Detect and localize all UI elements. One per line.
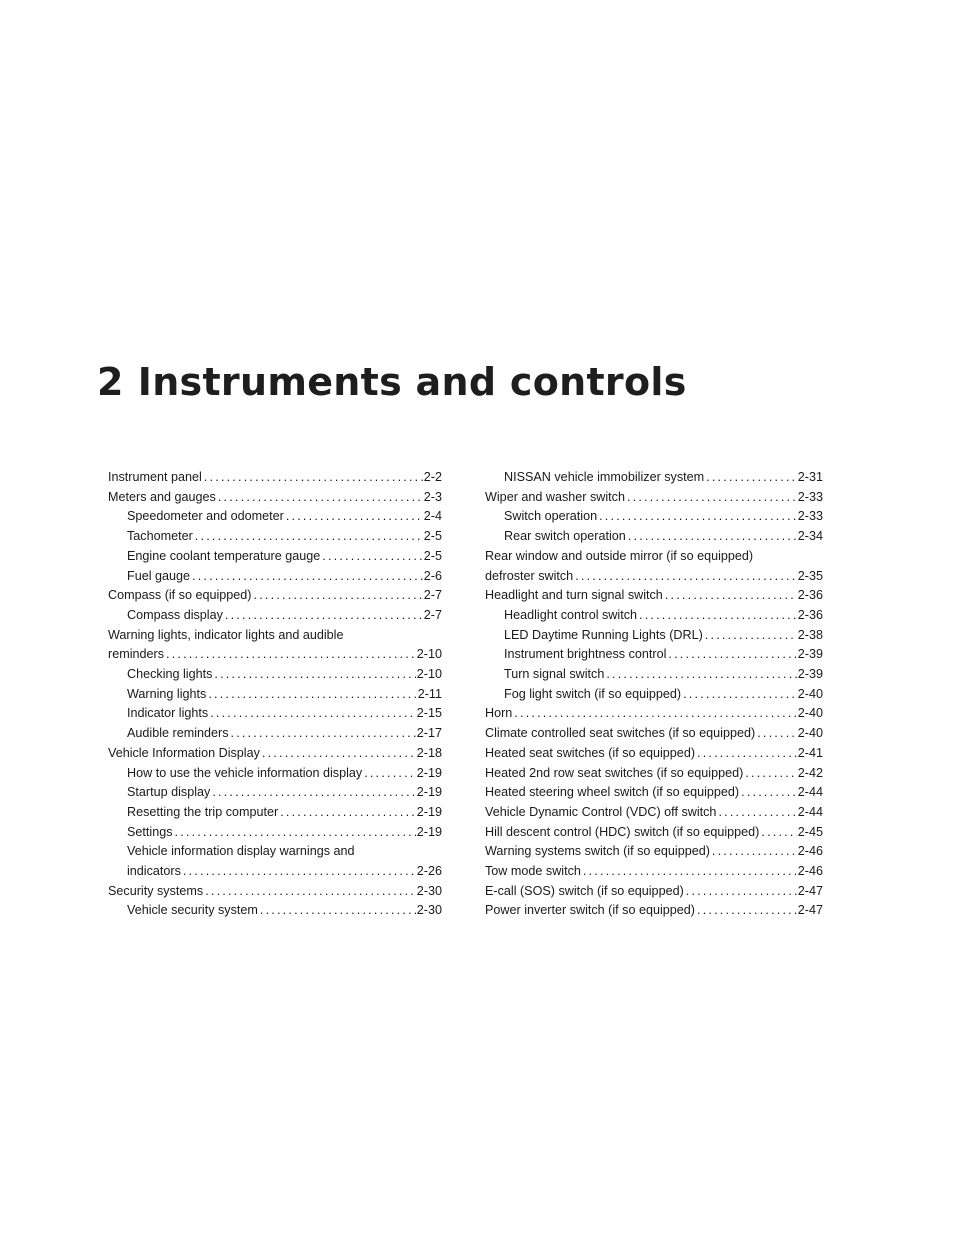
toc-entry-headlight-control-switch[interactable]: Headlight control switch ..... 2-36 <box>485 606 823 626</box>
toc-entry-tachometer[interactable]: Tachometer ..... 2-5 <box>108 527 442 547</box>
toc-entry-climate-controlled-seat-switches[interactable]: Climate controlled seat switches (if so equipped) ..... 2-40 <box>485 724 823 744</box>
toc-entry-vid-warnings-and-indicators[interactable]: Vehicle information display warnings and indicators ..... 2-26 <box>108 842 442 881</box>
toc-entry-warning-systems-switch[interactable]: Warning systems switch (if so equipped) ..... 2-46 <box>485 842 823 862</box>
toc-entry-instrument-panel[interactable]: Instrument panel ..... 2-2 <box>108 468 442 488</box>
toc-entry-nissan-vehicle-immobilizer[interactable]: NISSAN vehicle immobilizer system ..... 2-31 <box>485 468 823 488</box>
toc-entry-rear-switch-operation[interactable]: Rear switch operation ..... 2-34 <box>485 527 823 547</box>
toc-entry-startup-display[interactable]: Startup display ..... 2-19 <box>108 783 442 803</box>
toc-entry-turn-signal-switch[interactable]: Turn signal switch ..... 2-39 <box>485 665 823 685</box>
toc-entry-tow-mode-switch[interactable]: Tow mode switch ..... 2-46 <box>485 862 823 882</box>
toc-entry-fog-light-switch[interactable]: Fog light switch (if so equipped) ..... 2-40 <box>485 685 823 705</box>
toc-entry-horn[interactable]: Horn ..... 2-40 <box>485 704 823 724</box>
chapter-number: 2 <box>97 360 124 404</box>
toc-entry-how-to-use-vehicle-information-display[interactable]: How to use the vehicle information display ..... 2-19 <box>108 764 442 784</box>
toc-entry-heated-seat-switches[interactable]: Heated seat switches (if so equipped) ..... 2-41 <box>485 744 823 764</box>
toc-entry-speedometer-and-odometer[interactable]: Speedometer and odometer ..... 2-4 <box>108 507 442 527</box>
toc-entry-security-systems[interactable]: Security systems ..... 2-30 <box>108 882 442 902</box>
toc-entry-rear-window-defroster-switch[interactable]: Rear window and outside mirror (if so equipped) defroster switch ..... 2-35 <box>485 547 823 586</box>
toc-entry-led-daytime-running-lights[interactable]: LED Daytime Running Lights (DRL) ..... 2-38 <box>485 626 823 646</box>
toc-entry-vehicle-information-display[interactable]: Vehicle Information Display ..... 2-18 <box>108 744 442 764</box>
toc-entry-e-call-sos-switch[interactable]: E-call (SOS) switch (if so equipped) ..... 2-47 <box>485 882 823 902</box>
toc-entry-checking-lights[interactable]: Checking lights ..... 2-10 <box>108 665 442 685</box>
toc-entry-resetting-trip-computer[interactable]: Resetting the trip computer ..... 2-19 <box>108 803 442 823</box>
toc-entry-warning-lights[interactable]: Warning lights ..... 2-11 <box>108 685 442 705</box>
toc-entry-vdc-off-switch[interactable]: Vehicle Dynamic Control (VDC) off switch ..... 2-44 <box>485 803 823 823</box>
toc-entry-wiper-and-washer-switch[interactable]: Wiper and washer switch ..... 2-33 <box>485 488 823 508</box>
toc-entry-engine-coolant-temperature-gauge[interactable]: Engine coolant temperature gauge ..... 2-5 <box>108 547 442 567</box>
chapter-title-text: Instruments and controls <box>137 360 687 404</box>
toc-entry-switch-operation[interactable]: Switch operation ..... 2-33 <box>485 507 823 527</box>
toc-entry-indicator-lights[interactable]: Indicator lights ..... 2-15 <box>108 704 442 724</box>
toc-entry-settings[interactable]: Settings ..... 2-19 <box>108 823 442 843</box>
toc-entry-instrument-brightness-control[interactable]: Instrument brightness control ..... 2-39 <box>485 645 823 665</box>
toc-entry-audible-reminders[interactable]: Audible reminders ..... 2-17 <box>108 724 442 744</box>
toc-right-column <box>485 468 823 921</box>
toc-entry-power-inverter-switch[interactable]: Power inverter switch (if so equipped) ..... 2-47 <box>485 901 823 921</box>
toc-entry-hill-descent-control-switch[interactable]: Hill descent control (HDC) switch (if so equipped) ..... 2-45 <box>485 823 823 843</box>
toc-left-column <box>108 468 442 921</box>
toc-entry-compass-display[interactable]: Compass display ..... 2-7 <box>108 606 442 626</box>
toc-entry-headlight-and-turn-signal-switch[interactable]: Headlight and turn signal switch ..... 2-36 <box>485 586 823 606</box>
toc-entry-fuel-gauge[interactable]: Fuel gauge ..... 2-6 <box>108 567 442 587</box>
toc-entry-meters-and-gauges[interactable]: Meters and gauges ..... 2-3 <box>108 488 442 508</box>
toc-entry-heated-2nd-row-seat-switches[interactable]: Heated 2nd row seat switches (if so equipped) ..... 2-42 <box>485 764 823 784</box>
chapter-title <box>97 360 687 404</box>
toc-entry-heated-steering-wheel-switch[interactable]: Heated steering wheel switch (if so equipped) ..... 2-44 <box>485 783 823 803</box>
toc-entry-compass[interactable]: Compass (if so equipped) ..... 2-7 <box>108 586 442 606</box>
toc-entry-vehicle-security-system[interactable]: Vehicle security system ..... 2-30 <box>108 901 442 921</box>
toc-entry-warning-lights-indicator-lights[interactable]: Warning lights, indicator lights and audible reminders ..... 2-10 <box>108 626 442 665</box>
